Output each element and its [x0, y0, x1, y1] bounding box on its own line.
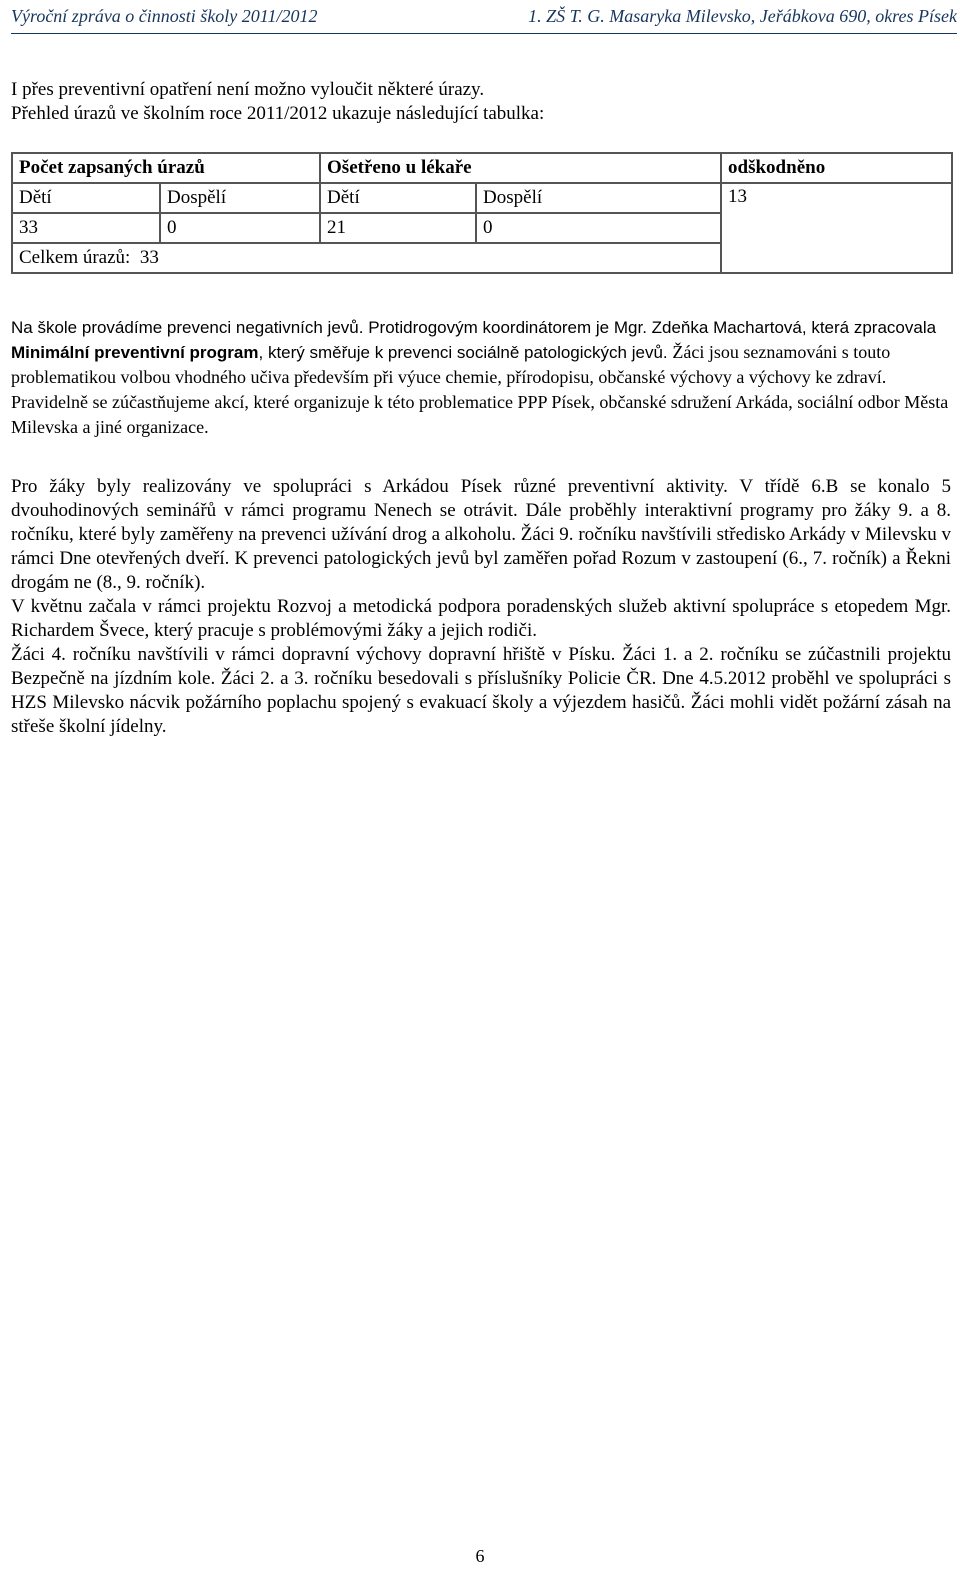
value-children-treated: 21 — [320, 213, 476, 243]
injury-stats-table — [11, 152, 953, 274]
activities-paragraph-2: V květnu začala v rámci projektu Rozvoj a metodická podpora poradenských služeb aktivní spolupráce s etopedem Mgr. Richardem Švece, který pracuje s problémovými žáky a jejich rodiči. — [11, 596, 951, 641]
table-header-row — [12, 153, 952, 183]
value-adults-registered: 0 — [160, 213, 320, 243]
activities-section — [11, 475, 951, 739]
prevention-text-1: Na škole provádíme prevenci negativních jevů. Protidrogovým koordinátorem je Mgr. Zdeňka Machartová, která zpracovala — [11, 318, 937, 337]
intro-line-1: I přes preventivní opatření není možno vyloučit některé úrazy. — [11, 79, 485, 100]
prevention-program-name: Minimální preventivní program — [11, 343, 259, 362]
header-report-title: Výroční zpráva o činnosti školy 2011/2012 — [11, 6, 318, 26]
activities-paragraph-1: Pro žáky byly realizovány ve spolupráci s Arkádou Písek různé preventivní aktivity. V třídě 6.B se konalo 5 dvouhodinových seminářů v rámci programu Nenech se otrávit. Dále proběhly interaktivní programy pro žáky 9. a 8. ročníku, které byly zaměřeny na prevenci užívání drog a alkoholu. Žáci 9. ročníku navštívili středisko Arkády v Milevsku v rámci Dne otevřených dveří. K prevenci patologických jevů byl zaměřen pořad Rozum v zastoupení (6., 7. ročník) a Řekni drogám ne (8., 9. ročník). — [11, 476, 951, 593]
total-value: 33 — [139, 247, 159, 268]
prevention-text-4: Pravidelně se zúčastňujeme akcí, které organizuje k této problematice PPP Písek, občanské sdružení Arkáda, sociální odbor Města Milevska a jiné organizace. — [11, 392, 949, 437]
sub-children-treated: Dětí — [320, 183, 476, 213]
prevention-text-2: , který směřuje k prevenci sociálně patologických jevů. — [258, 343, 673, 362]
table-subheader-row — [12, 183, 952, 213]
prevention-text-3: Žáci jsou seznamováni s touto problematikou volbou vhodného učiva především při výuce chemie, přírodopisu, občanské výchovy a výchovy ke zdraví. — [11, 342, 891, 387]
value-children-registered: 33 — [12, 213, 160, 243]
header-treated-by-doctor: Ošetřeno u lékaře — [320, 153, 721, 183]
header-school-name: 1. ZŠ T. G. Masaryka Milevsko, Jeřábkova 690, okres Písek — [528, 6, 957, 26]
sub-children-registered: Dětí — [12, 183, 160, 213]
prevention-paragraph — [11, 316, 951, 440]
sub-adults-treated: Dospělí — [476, 183, 721, 213]
intro-text — [11, 78, 951, 126]
page-number: 6 — [475, 1546, 485, 1566]
total-cell — [12, 243, 721, 273]
page-header — [11, 6, 957, 34]
activities-paragraph-3: Žáci 4. ročníku navštívili v rámci dopravní výchovy dopravní hřiště v Písku. Žáci 1. a 2. ročníku se zúčastnili projektu Bezpečně na jízdním kole. Žáci 2. a 3. ročníku besedovali s příslušníky Policie ČR. Dne 4.5.2012 proběhl ve spolupráci s HZS Milevsko nácvik požárního poplachu spojený s evakuací školy a výjezdem hasičů. Žáci mohli vidět požární zásah na střeše školní jídelny. — [11, 644, 951, 737]
value-adults-treated: 0 — [476, 213, 721, 243]
intro-line-2: Přehled úrazů ve školním roce 2011/2012 ukazuje následující tabulka: — [11, 103, 545, 124]
total-label: Celkem úrazů: — [19, 247, 131, 268]
header-registered-injuries: Počet zapsaných úrazů — [12, 153, 320, 183]
header-compensated: odškodněno — [721, 153, 952, 183]
compensated-value: 13 — [721, 183, 952, 273]
sub-adults-registered: Dospělí — [160, 183, 320, 213]
